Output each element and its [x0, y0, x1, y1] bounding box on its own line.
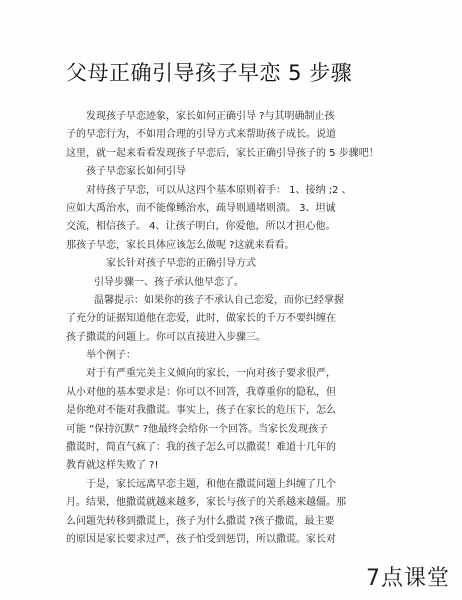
section-heading: 孩子早恋家长如何引导 [86, 166, 186, 178]
paragraph-line: 可能 “保持沉默” ?他最终会给你一个回答。当家长发现孩子 [66, 423, 329, 435]
site-watermark: 7点课堂 [366, 566, 450, 591]
step-heading: 引导步骤一、孩子承认他早恋了。 [94, 276, 244, 288]
paragraph-line: 撒谎时，简直气疯了：我的孩子怎么可以撒谎！难道十几年的 [66, 442, 336, 454]
paragraph-line: 孩子撒谎的问题上。你可以直接进入步骤三。 [66, 331, 266, 343]
document-title: 父母正确引导孩子早恋 5 步骤 [66, 61, 353, 85]
paragraph-line: 这里，就一起来看看发现孩子早恋后，家长正确引导孩子的 5 步骤吧！ [66, 147, 379, 159]
document-body [66, 108, 402, 549]
paragraph-line: 对待孩子早恋，可以从这四个基本原则着手： 1、接纳 ;2 、 [86, 184, 352, 196]
paragraph-line: 么问题先转移到撒谎上，孩子为什么撒谎 ?孩子撒谎，最主要 [66, 515, 335, 527]
paragraph-line: 温馨提示：如果你的孩子不承认自己恋爱，而你已经掌握 [94, 294, 344, 306]
paragraph-line: 交流，相信孩子。 4、让孩子明白，你爱他，所以才担心他。 [66, 221, 336, 233]
paragraph-line: 那孩子早恋，家长具体应该怎么做呢 ?这就来看看。 [66, 239, 295, 251]
paragraph-line: 举个例子： [86, 350, 136, 362]
paragraph-line: 的原因是家长要求过严，孩子怕受到惩罚，所以撒谎。家长对 [66, 533, 336, 545]
paragraph-line: 月。结果，他撒谎就越来越多，家长与孩子的关系越来越僵。那 [66, 497, 346, 509]
paragraph-line: 子的早恋行为，不如用合理的引导方式来帮助孩子成长。说道 [66, 129, 336, 141]
paragraph-line: 发现孩子早恋迹象，家长如何正确引导 ?与其明确制止孩 [86, 111, 335, 122]
paragraph-line: 于是，家长远离早恋主题，和他在撒谎问题上纠缠了几个 [86, 478, 336, 490]
section-heading: 家长针对孩子早恋的正确引导方式 [106, 258, 256, 270]
paragraph-line: 教育就这样失败了 ?! [66, 460, 159, 472]
paragraph-line: 对于有严重完美主义倾向的家长，一向对孩子要求很严， [86, 368, 336, 380]
paragraph-line: 从小对他的基本要求是：你可以不回答，我尊重你的隐私，但 [66, 386, 336, 398]
paragraph-line: 了充分的证据知道他在恋爱，此时，做家长的千万不要纠缠在 [66, 313, 336, 325]
paragraph-line: 应如大禹治水，而不能像鲧治水，疏导则通堵则溃。 3、坦诚 [66, 202, 336, 214]
paragraph-line: 是你绝对不能对我撒谎。事实上，孩子在家长的危压下，怎么 [66, 405, 336, 417]
